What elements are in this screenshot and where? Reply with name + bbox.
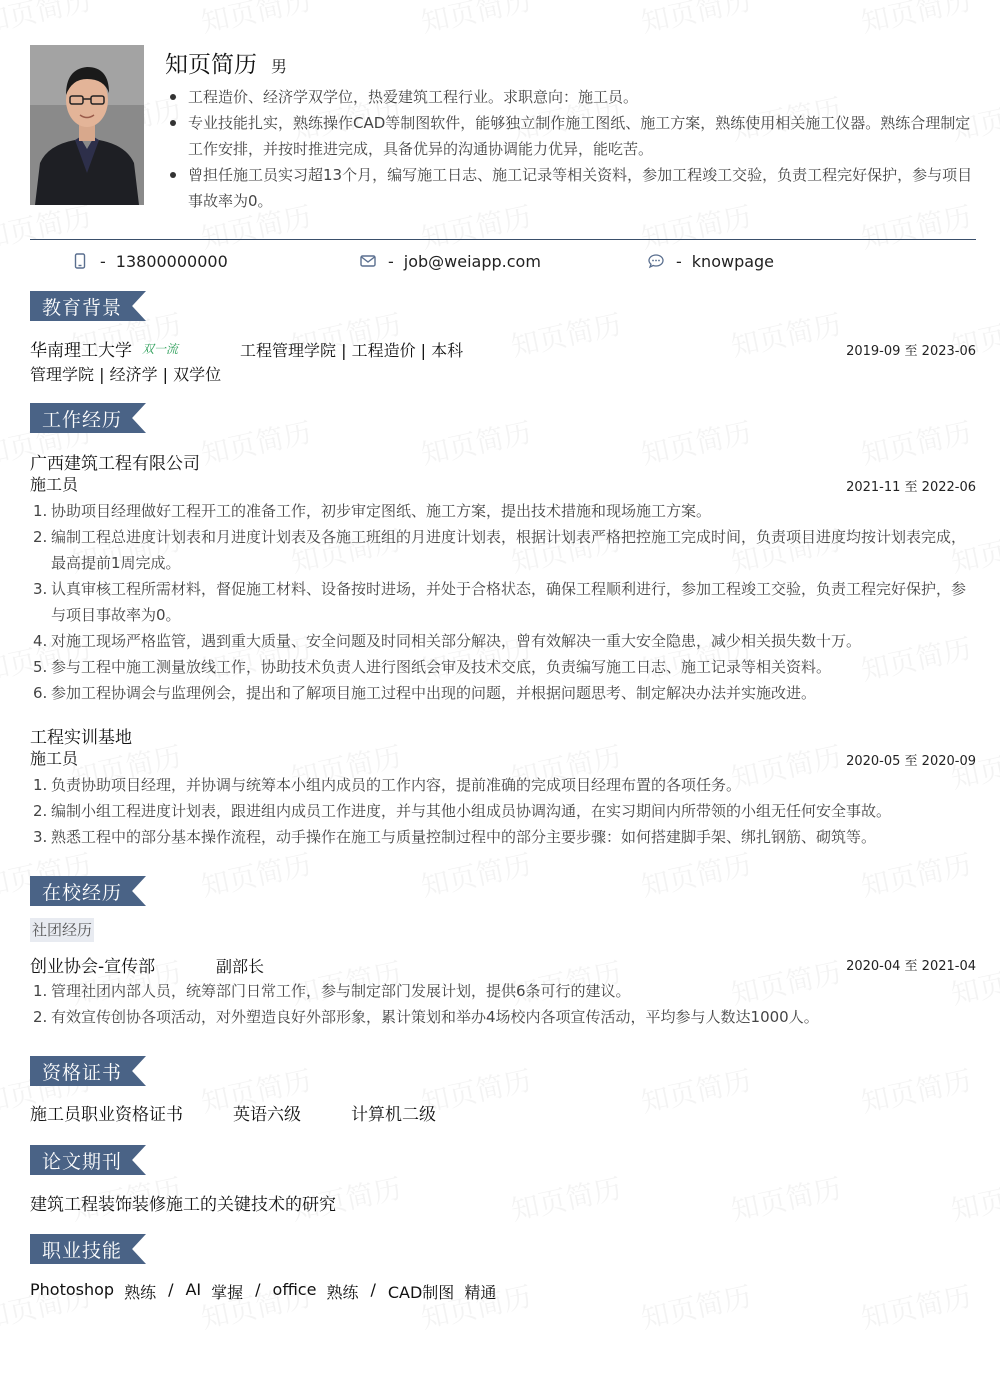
candidate-name: 知页简历	[165, 52, 257, 78]
club-role: 副部长	[216, 957, 265, 976]
section-title: 资格证书	[42, 1062, 123, 1084]
education-date: 2019-09 至 2023-06	[846, 344, 976, 359]
skill-name: CAD制图	[387, 1283, 455, 1302]
certificate-item: 计算机二级	[351, 1105, 436, 1125]
school-row	[30, 336, 178, 361]
skill-level: 熟练	[124, 1283, 157, 1302]
list-item: 编制小组工程进度计划表，跟进组内成员工作进度，并与其他小组成员协调沟通，在实习期间内所带领的小组无任何安全事故。	[51, 802, 892, 820]
skill-separator: /	[168, 1280, 174, 1299]
education-major: 工程管理学院 | 工程造价 | 本科	[240, 341, 464, 360]
list-item: 管理社团内部人员，统筹部门日常工作，参与制定部门发展计划，提供6条可行的建议。	[51, 982, 631, 1000]
skills-list	[30, 1280, 508, 1303]
paper-title: 建筑工程装饰装修施工的关键技术的研究	[30, 1195, 336, 1215]
list-item: 熟悉工程中的部分基本操作流程，动手操作在施工与质量控制过程中的部分主要步骤：如何搭建脚手架、绑扎钢筋、砌筑等。	[51, 828, 877, 846]
summary-item: 曾担任施工员实习超13个月，编写施工日志、施工记录等相关资料，参加工程竣工交验，负责工程完好保护，参与项目事故率为0。	[168, 162, 976, 214]
school-name: 华南理工大学	[30, 341, 132, 361]
club-duties-list	[30, 978, 970, 1030]
skill-separator: /	[255, 1280, 261, 1299]
list-item: 负责协助项目经理，并协调与统筹本小组内成员的工作内容，提前准确的完成项目经理布置的各项任务。	[51, 776, 742, 794]
candidate-gender: 男	[271, 57, 288, 76]
wechat-id: knowpage	[691, 251, 775, 271]
job-date: 2020-05 至 2020-09	[846, 754, 976, 769]
club-name: 创业协会-宣传部	[30, 957, 156, 977]
job-role: 施工员	[30, 749, 79, 768]
certificate-item: 英语六级	[233, 1105, 301, 1125]
name-row	[165, 46, 287, 79]
skill-name: AI	[185, 1280, 202, 1299]
profile-photo	[30, 45, 144, 205]
job-role: 施工员	[30, 475, 79, 494]
phone-icon	[72, 253, 88, 269]
list-item: 参加工程协调会与监理例会，提出和了解项目施工过程中出现的问题，并根据问题思考、制定解决办法并实施改进。	[51, 684, 817, 702]
section-title: 论文期刊	[42, 1151, 123, 1173]
company-name: 广西建筑工程有限公司	[30, 454, 200, 474]
section-header-skills	[30, 1234, 146, 1264]
header-divider	[30, 239, 976, 240]
phone-number: 13800000000	[115, 251, 228, 271]
skill-level: 精通	[464, 1283, 497, 1302]
section-header-education	[30, 291, 146, 321]
skill-level: 熟练	[326, 1283, 359, 1302]
list-item: 认真审核工程所需材料，督促施工材料、设备按时进场，并处于合格状态，确保工程顺利进行，参加工程竣工交验，负责工程完好保护，参与项目事故率为0。	[51, 580, 967, 624]
job-duties-list	[30, 498, 970, 706]
contact-email	[360, 248, 541, 274]
section-title: 在校经历	[42, 882, 123, 904]
school-badge: 双一流	[142, 342, 179, 356]
contact-wechat	[648, 248, 774, 274]
email-address: job@weiapp.com	[403, 251, 541, 271]
skill-separator: /	[370, 1280, 376, 1299]
contact-dash: -	[388, 251, 394, 271]
contact-phone	[72, 248, 228, 274]
summary-list	[168, 84, 976, 214]
section-header-certificates	[30, 1056, 146, 1086]
chat-bubble-icon	[648, 253, 664, 269]
list-item: 参与工程中施工测量放线工作，协助技术负责人进行图纸会审及技术交底，负责编写施工日志、施工记录等相关资料。	[51, 658, 832, 676]
list-item: 编制工程总进度计划表和月进度计划表及各施工班组的月进度计划表，根据计划表严格把控施工完成时间，负责项目进度均按计划表完成，最高提前1周完成。	[51, 528, 967, 572]
list-item: 协助项目经理做好工程开工的准备工作，初步审定图纸、施工方案，提出技术措施和现场施工方案。	[51, 502, 712, 520]
section-header-papers	[30, 1145, 146, 1175]
certificates-list	[30, 1100, 486, 1125]
job-duties-list	[30, 772, 970, 850]
mail-icon	[360, 253, 376, 269]
summary-item: 工程造价、经济学双学位，热爱建筑工程行业。求职意向：施工员。	[168, 84, 976, 110]
skill-name: office	[272, 1280, 317, 1299]
list-item: 对施工现场严格监管，遇到重大质量、安全问题及时同相关部分解决，曾有效解决一重大安全隐患，减少相关损失数十万。	[51, 632, 862, 650]
education-second-degree: 管理学院 | 经济学 | 双学位	[30, 365, 222, 384]
skill-level: 掌握	[211, 1283, 244, 1302]
club-tag: 社团经历	[30, 918, 94, 942]
section-title: 职业技能	[42, 1240, 123, 1262]
section-header-campus	[30, 876, 146, 906]
summary-item: 专业技能扎实，熟练操作CAD等制图软件，能够独立制作施工图纸、施工方案，熟练使用相关施工仪器。熟练合理制定工作安排，并按时推进完成，具备优异的沟通协调能力优异，能吃苦。	[168, 110, 976, 162]
job-date: 2021-11 至 2022-06	[846, 480, 976, 495]
certificate-item: 施工员职业资格证书	[30, 1105, 183, 1125]
contact-dash: -	[676, 251, 682, 271]
list-item: 有效宣传创协各项活动，对外塑造良好外部形象，累计策划和举办4场校内各项宣传活动，平均参与人数达1000人。	[51, 1008, 819, 1026]
skill-name: Photoshop	[30, 1280, 115, 1299]
section-title: 工作经历	[42, 409, 123, 431]
section-title: 教育背景	[42, 297, 123, 319]
section-header-work	[30, 403, 146, 433]
club-date: 2020-04 至 2021-04	[846, 959, 976, 974]
company-name: 工程实训基地	[30, 728, 132, 748]
contact-dash: -	[100, 251, 106, 271]
